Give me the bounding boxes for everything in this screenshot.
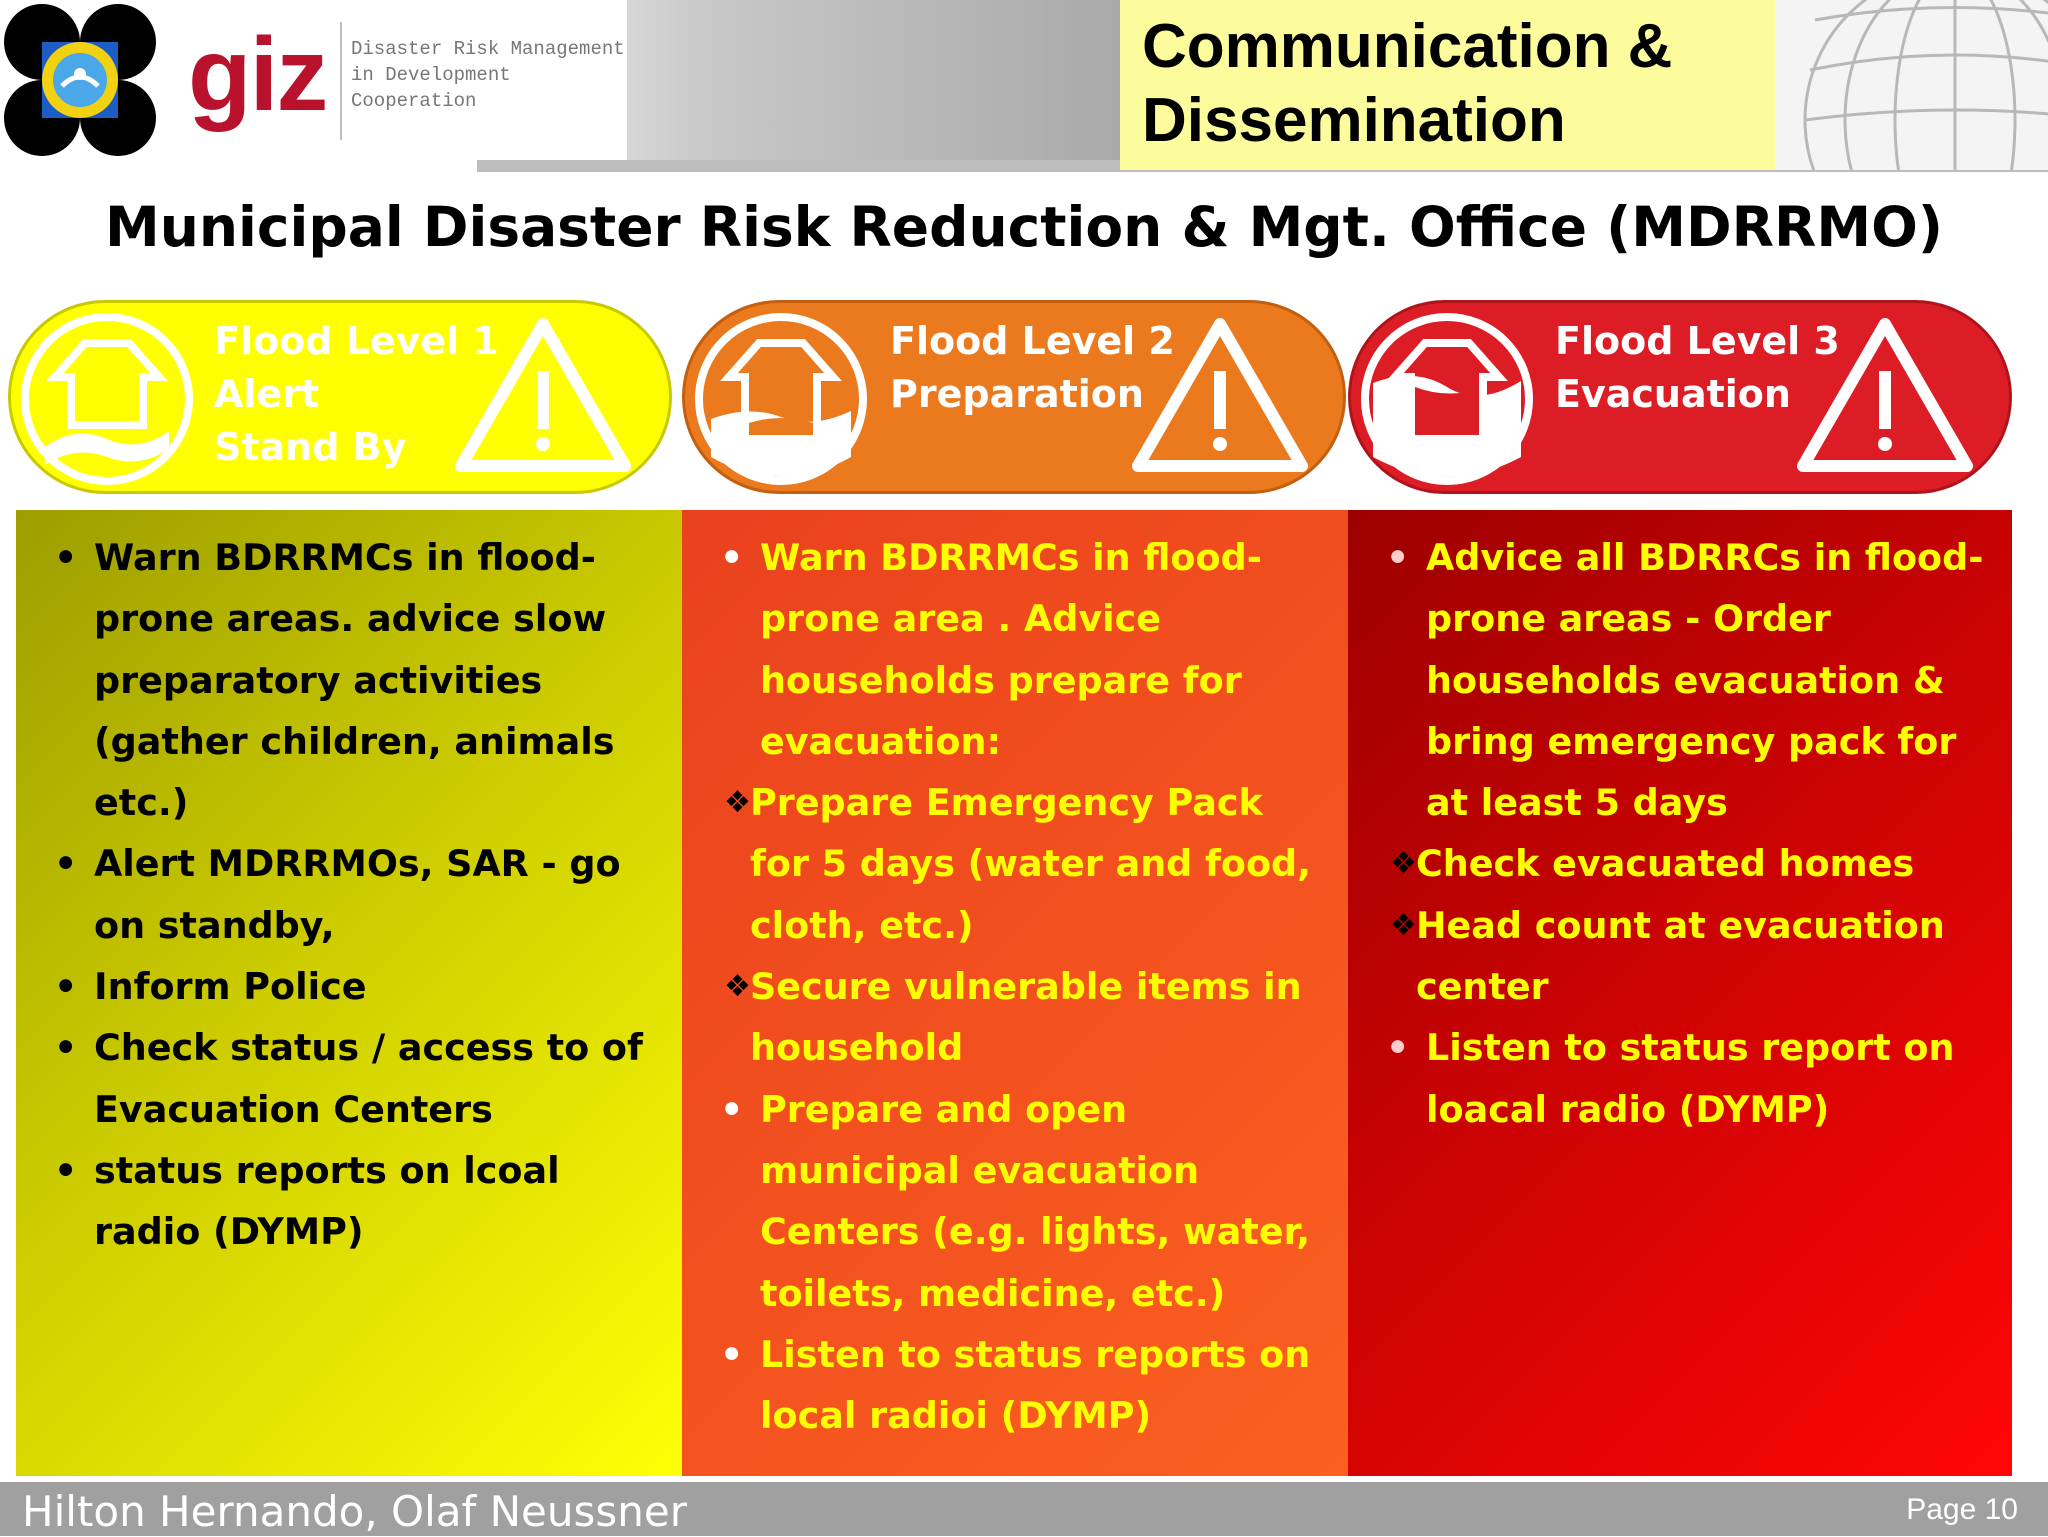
list-item: [702, 772, 1334, 956]
list-item-text: Warn BDRRMCs in flood-prone areas. advice slow preparatory activities (gather children, animals etc.): [94, 536, 615, 825]
list-item: [702, 956, 1334, 1079]
list-item-text: status reports on lcoal radio (DYMP): [94, 1148, 560, 1254]
list-item: [36, 833, 668, 956]
list-item: [1368, 833, 1998, 894]
bullet-marker: •: [1386, 536, 1410, 579]
giz-logo-text: giz: [188, 17, 327, 133]
flood-level-1-action: Stand By: [214, 425, 407, 469]
flood-level-2-badge: [682, 300, 1346, 494]
slide-subtitle: Municipal Disaster Risk Reduction & Mgt. Office (MDRRMO): [104, 195, 1943, 259]
bullet-marker: •: [1386, 1026, 1410, 1070]
level-1-actions-panel: [16, 510, 682, 1476]
bullet-marker: •: [54, 965, 78, 1009]
flood-level-2-title: Flood Level 2: [890, 319, 1175, 363]
list-item: [36, 527, 668, 833]
bullet-marker: •: [54, 1148, 78, 1192]
flood-level-2-status: Preparation: [890, 372, 1144, 416]
flood-level-3-status: Evacuation: [1555, 372, 1791, 416]
logo-separator: [340, 22, 342, 140]
giz-logo-subtitle: [351, 36, 627, 114]
list-item: [36, 1140, 668, 1263]
pagasa-logo-icon: [4, 4, 156, 156]
level-2-actions-list: [702, 527, 1334, 1446]
list-item-text: Check status / access to of Evacuation Centers: [94, 1026, 643, 1131]
list-item-text: Advice all BDRRCs in flood-prone areas - Order households evacuation & bring emergency pack for at least 5 days: [1426, 536, 1984, 825]
warning-triangle-1-icon: [453, 316, 633, 476]
flood-level-3-badge: [1348, 300, 2012, 494]
diamond-bullet-icon: ❖: [724, 785, 751, 821]
list-item-text: Check evacuated homes: [1416, 842, 1915, 886]
list-item: [702, 1324, 1334, 1447]
level-2-actions-panel: [682, 510, 1348, 1476]
diamond-bullet-icon: ❖: [1390, 846, 1417, 882]
logo-area: [0, 0, 627, 160]
warning-triangle-3-icon: [1795, 316, 1975, 476]
globe-icon: [1795, 0, 2048, 170]
list-item-text: Warn BDRRMCs in flood-prone area . Advice households prepare for evacuation:: [760, 536, 1262, 763]
warning-triangle-2-icon: [1130, 316, 1310, 476]
flood-level-3-title: Flood Level 3: [1555, 319, 1840, 363]
list-item: [1368, 1017, 1998, 1140]
list-item-text: Head count at evacuation center: [1416, 903, 1945, 1009]
list-item-text: Listen to status reports on local radioi (DYMP): [760, 1332, 1311, 1438]
bullet-marker: •: [720, 1332, 744, 1376]
list-item-text: Alert MDRRMOs, SAR - go on standby,: [94, 842, 621, 947]
bullet-marker: •: [54, 1026, 78, 1070]
page-number: Page 10: [1906, 1493, 2018, 1526]
list-item: [702, 527, 1334, 772]
list-item-text: Prepare Emergency Pack for 5 days (water and food, cloth, etc.): [750, 781, 1312, 947]
level-3-actions-panel: [1348, 510, 2012, 1476]
list-item: [36, 1017, 668, 1140]
footer-authors: Hilton Hernando, Olaf Neussner: [22, 1487, 688, 1536]
bullet-marker: •: [54, 842, 78, 886]
list-item-text: Prepare and open municipal evacuation Centers (e.g. lights, water, toilets, medicine, etc.): [760, 1087, 1311, 1315]
level-3-actions-list: [1368, 527, 1998, 1140]
slide-title: Communication & Dissemination: [1142, 12, 1673, 155]
flood-level-1-badge: [8, 300, 672, 494]
giz-subtitle-line-1: Disaster Risk Management: [351, 38, 625, 60]
list-item-text: Listen to status report on loacal radio (DYMP): [1426, 1026, 1955, 1131]
level-1-actions-list: [36, 527, 668, 1263]
list-item-text: Secure vulnerable items in household: [750, 965, 1302, 1070]
diamond-bullet-icon: ❖: [724, 969, 751, 1005]
bullet-marker: •: [54, 536, 78, 579]
house-flood-1-icon: [15, 307, 199, 491]
list-item: [1368, 895, 1998, 1018]
globe-area: [1775, 0, 2048, 170]
list-item: [702, 1079, 1334, 1324]
slide-header: [0, 0, 2048, 172]
house-flood-3-icon: [1355, 307, 1539, 491]
bullet-marker: •: [720, 1087, 744, 1131]
flood-level-1-status: Alert: [214, 372, 320, 416]
list-item: [1368, 527, 1998, 833]
list-item: [36, 956, 668, 1017]
house-flood-2-icon: [689, 307, 873, 491]
bullet-marker: •: [720, 536, 744, 579]
flood-level-1-title: Flood Level 1: [214, 319, 499, 363]
list-item-text: Inform Police: [94, 965, 367, 1009]
diamond-bullet-icon: ❖: [1390, 907, 1417, 943]
giz-subtitle-line-2: in Development Cooperation: [351, 64, 511, 112]
